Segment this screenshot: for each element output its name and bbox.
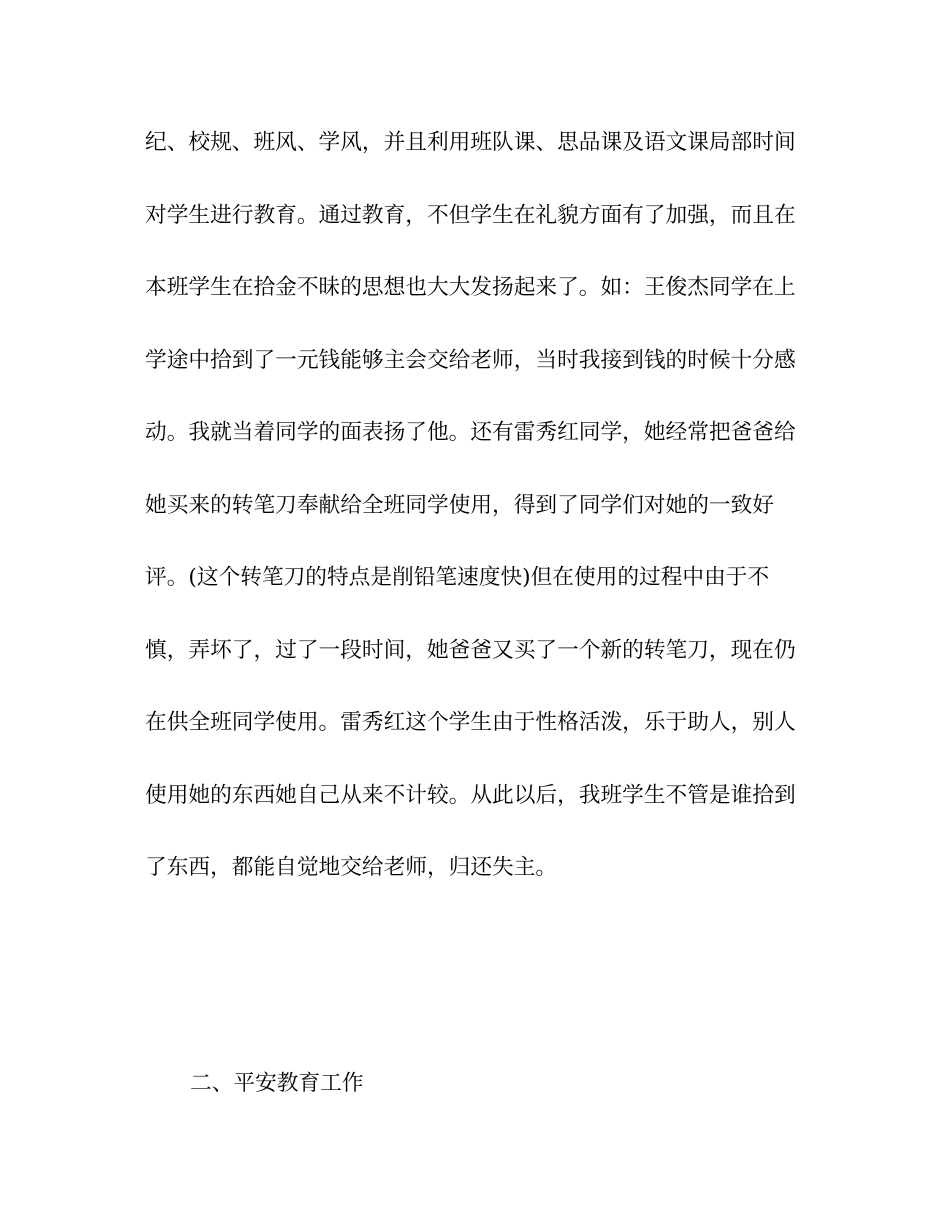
paragraph-line: 本班学生在拾金不昧的思想也大大发扬起来了。如：王俊杰同学在上 xyxy=(145,275,796,300)
paragraph-line: 动。我就当着同学的面表扬了他。还有雷秀红同学，她经常把爸爸给 xyxy=(145,420,796,445)
paragraph-line: 学途中拾到了一元钱能够主会交给老师，当时我接到钱的时候十分感 xyxy=(145,347,796,373)
paragraph-line: 使用她的东西她自己从来不计较。从此以后，我班学生不管是谁拾到 xyxy=(145,782,796,808)
paragraph-line: 她买来的转笔刀奉献给全班同学使用，得到了同学们对她的一致好 xyxy=(145,492,774,518)
paragraph-line: 了东西，都能自觉地交给老师，归还失主。 xyxy=(145,855,558,880)
paragraph-line: 纪、校规、班风、学风，并且利用班队课、思品课及语文课局部时间 xyxy=(145,130,796,155)
paragraph-line: 在供全班同学使用。雷秀红这个学生由于性格活泼，乐于助人，别人 xyxy=(145,710,796,735)
paragraph-line: 对学生进行教育。通过教育，不但学生在礼貌方面有了加强，而且在 xyxy=(145,202,796,228)
section-heading: 二、平安教育工作 xyxy=(190,1071,364,1096)
paragraph-line: 评。(这个转笔刀的特点是削铅笔速度快)但在使用的过程中由于不 xyxy=(145,565,770,590)
body-paragraph xyxy=(145,107,796,905)
paragraph-line: 慎，弄坏了，过了一段时间，她爸爸又买了一个新的转笔刀，现在仍 xyxy=(145,637,796,663)
